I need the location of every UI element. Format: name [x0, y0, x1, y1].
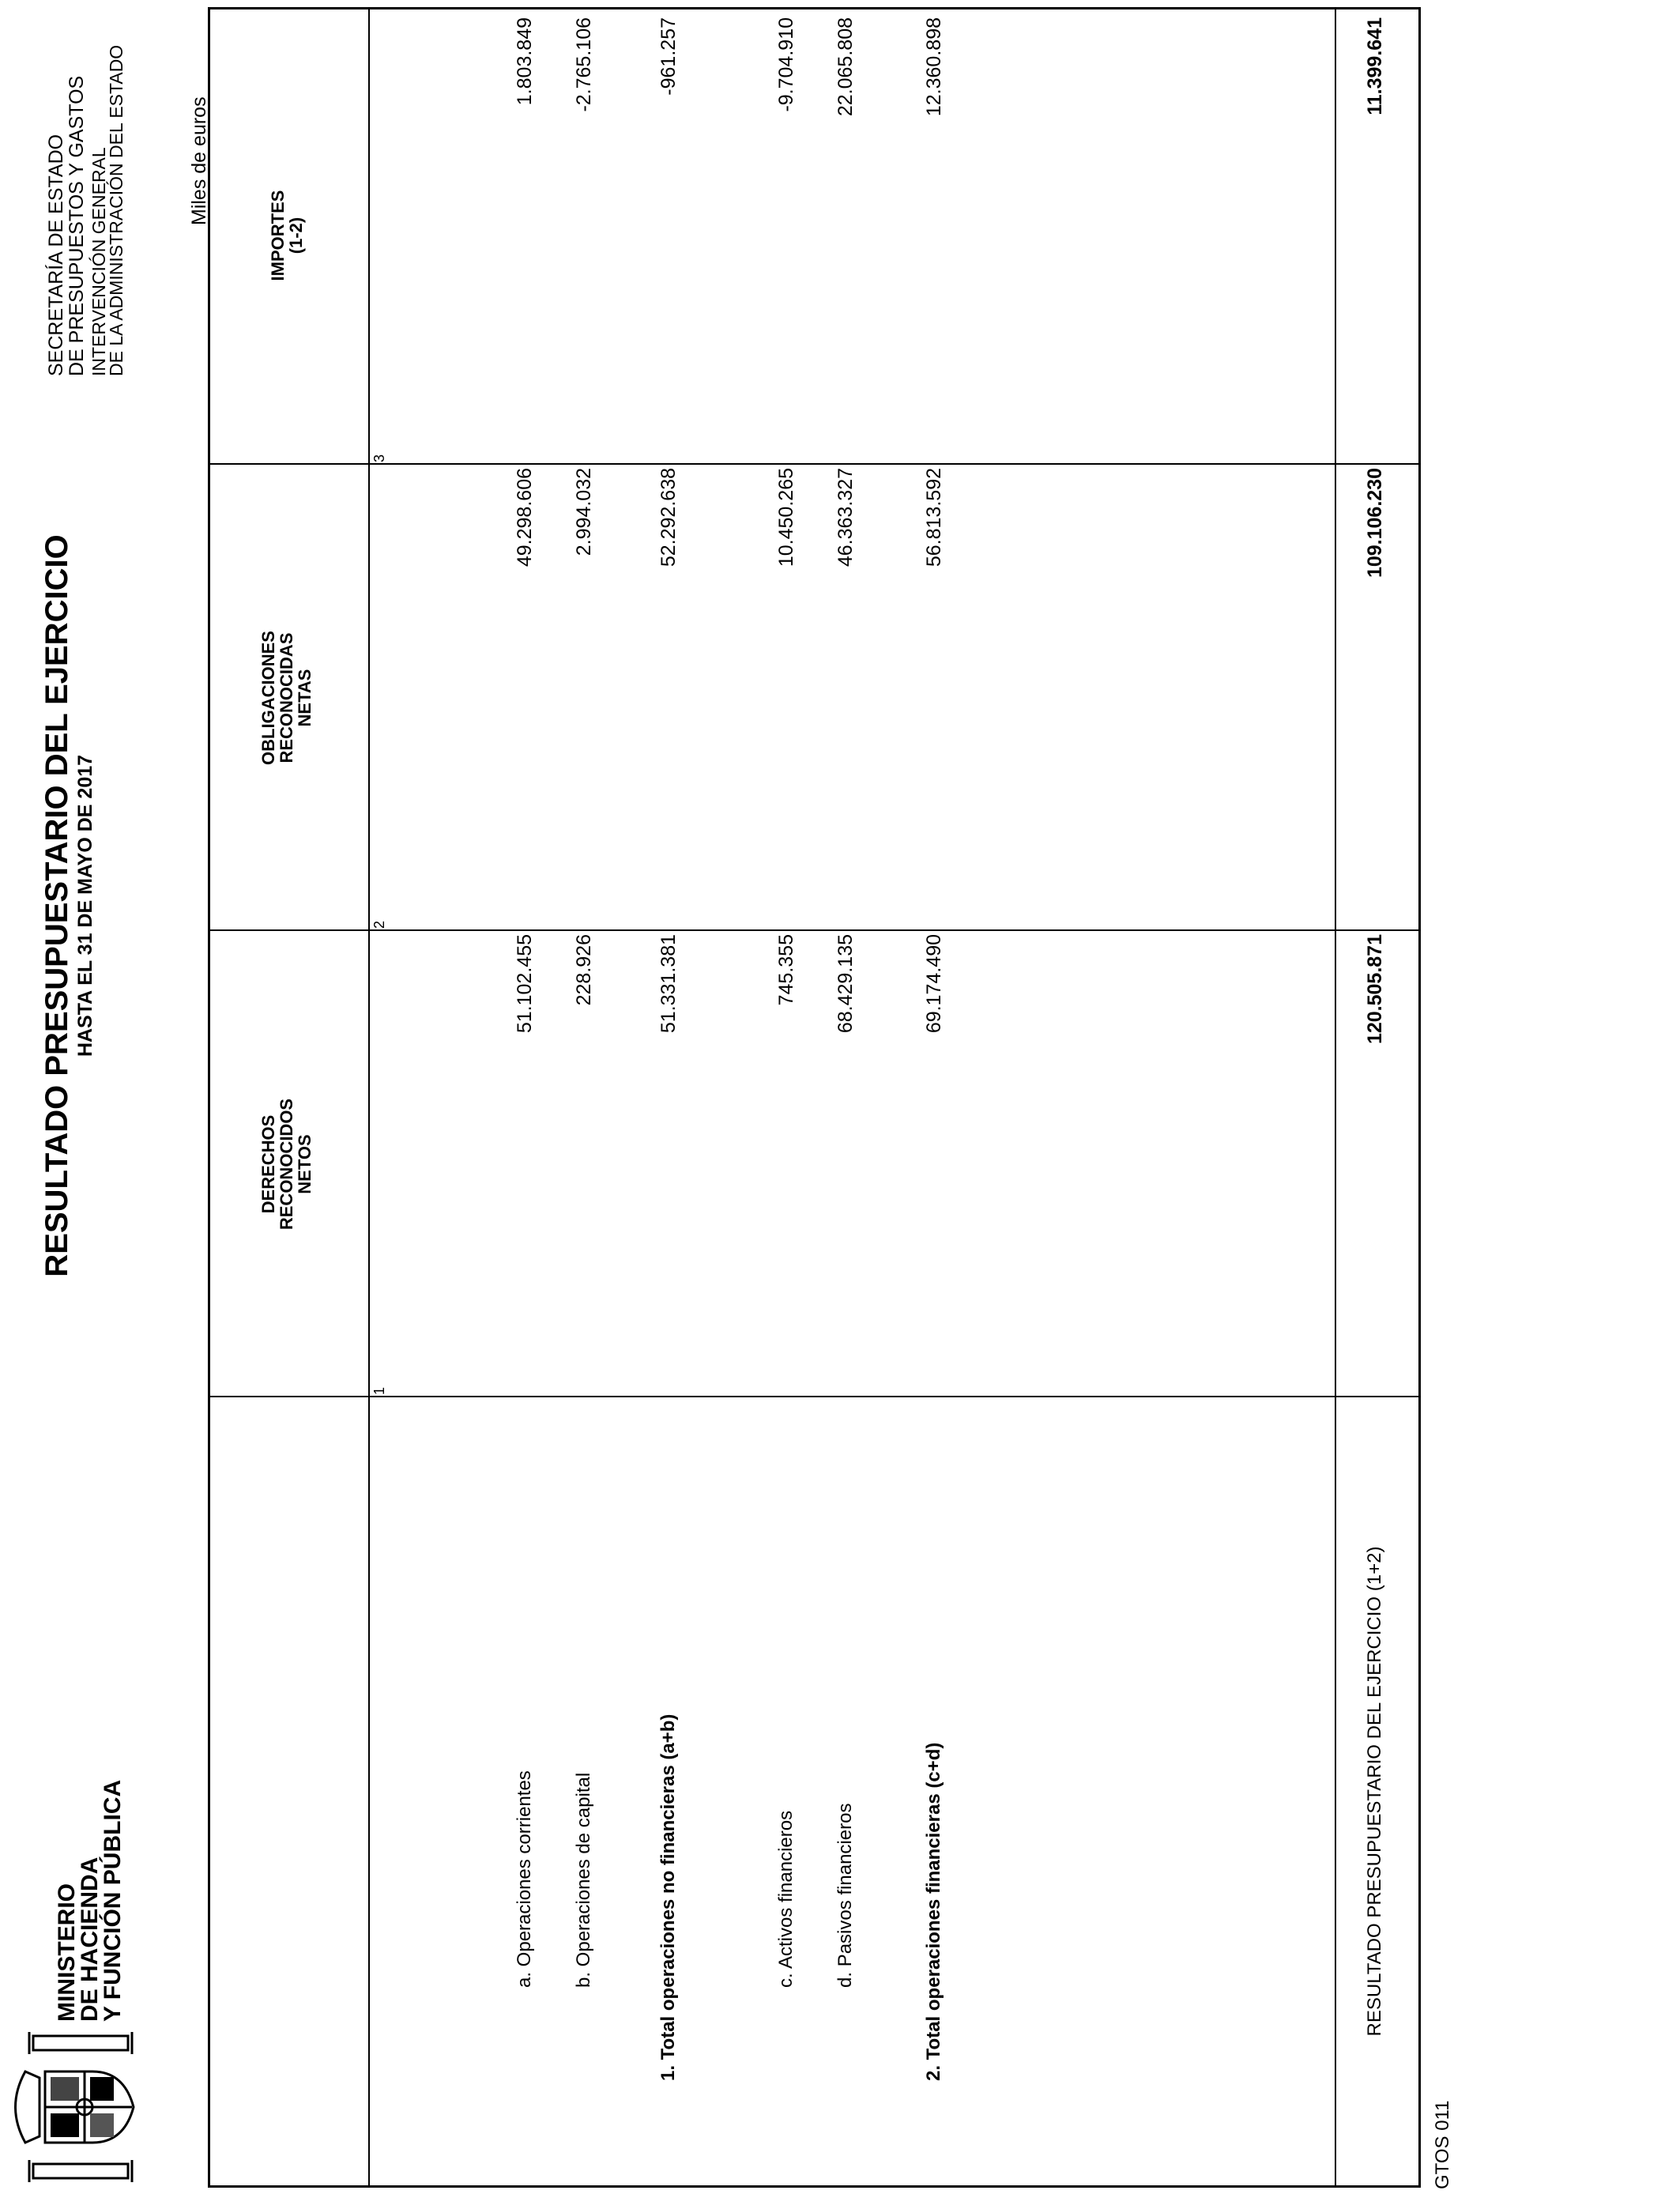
column-header-line: DERECHOS	[258, 1114, 278, 1214]
value-importes: 12.360.898	[923, 17, 945, 117]
value-importes: 22.065.808	[834, 17, 857, 117]
column-number: 3	[371, 454, 387, 462]
column-header-line: (1-2)	[286, 217, 306, 254]
coat-of-arms-icon	[9, 2028, 148, 2186]
agency-subunit	[90, 45, 125, 376]
units-label: Miles de euros	[188, 96, 210, 225]
value-importes: 1.803.849	[514, 17, 536, 106]
result-divider	[1335, 9, 1336, 2185]
budget-result-table	[208, 7, 1421, 2188]
agency-line: SECRETARÍA DE ESTADO	[45, 134, 67, 376]
row-label: a. Operaciones corrientes	[514, 1770, 535, 1988]
form-code: GTOS 011	[1432, 2100, 1453, 2189]
page-subtitle: HASTA EL 31 DE MAYO DE 2017	[74, 754, 96, 1057]
header-divider	[368, 9, 370, 2185]
column-divider	[210, 463, 1418, 465]
column-number: 2	[371, 920, 387, 929]
value-derechos: 745.355	[775, 934, 797, 1006]
result-importes: 11.399.641	[1364, 17, 1386, 115]
value-derechos: 51.102.455	[514, 934, 536, 1034]
row-label: c. Activos financieros	[775, 1810, 797, 1988]
result-obligaciones: 109.106.230	[1364, 468, 1386, 579]
column-header-importes	[210, 6, 368, 465]
value-derechos: 69.174.490	[923, 934, 945, 1034]
agency-name	[46, 76, 87, 376]
agency-sub-line: INTERVENCIÓN GENERAL	[89, 147, 109, 376]
value-obligaciones: 10.450.265	[775, 468, 797, 567]
column-header-line: NETAS	[295, 669, 315, 727]
column-header-line: RECONOCIDAS	[277, 632, 296, 763]
column-header-derechos	[210, 931, 368, 1397]
title-block	[40, 372, 96, 1439]
value-importes: -961.257	[657, 17, 680, 96]
ministry-line: DE HACIENDA	[77, 1857, 103, 2022]
value-derechos: 68.429.135	[834, 934, 857, 1034]
column-divider	[210, 929, 1418, 931]
value-obligaciones: 49.298.606	[514, 468, 536, 567]
value-obligaciones: 52.292.638	[657, 468, 680, 567]
row-label: d. Pasivos financieros	[834, 1803, 856, 1988]
row-label-total: 1. Total operaciones no financieras (a+b)	[657, 1713, 679, 2081]
column-header-line: RECONOCIDOS	[277, 1098, 296, 1231]
ministry-name	[55, 1780, 124, 2022]
row-label-total: 2. Total operaciones financieras (c+d)	[923, 1742, 944, 2081]
value-derechos: 51.331.381	[657, 934, 680, 1034]
value-obligaciones: 56.813.592	[923, 468, 945, 567]
result-label: RESULTADO PRESUPUESTARIO DEL EJERCICIO (1+2)	[1364, 1546, 1385, 2037]
agency-line: DE PRESUPUESTOS Y GASTOS	[66, 75, 88, 376]
ministry-line: MINISTERIO	[54, 1883, 80, 2022]
ministry-line: Y FUNCIÓN PÚBLICA	[100, 1779, 126, 2022]
value-obligaciones: 46.363.327	[834, 468, 857, 567]
column-header-line: OBLIGACIONES	[258, 631, 278, 765]
row-label: b. Operaciones de capital	[573, 1772, 594, 1988]
column-header-obligaciones	[210, 465, 368, 931]
value-importes: -9.704.910	[775, 17, 797, 112]
result-derechos: 120.505.871	[1364, 934, 1386, 1045]
column-header-line: NETOS	[295, 1134, 315, 1194]
column-header-line: IMPORTES	[268, 190, 288, 281]
value-obligaciones: 2.994.032	[573, 468, 595, 556]
column-number: 1	[371, 1386, 387, 1395]
agency-sub-line: DE LA ADMINISTRACIÓN DEL ESTADO	[106, 44, 126, 376]
column-divider	[210, 1396, 1418, 1397]
value-importes: -2.765.106	[573, 17, 595, 112]
page-title: RESULTADO PRESUPUESTARIO DEL EJERCICIO	[40, 534, 74, 1277]
value-derechos: 228.926	[573, 934, 595, 1006]
